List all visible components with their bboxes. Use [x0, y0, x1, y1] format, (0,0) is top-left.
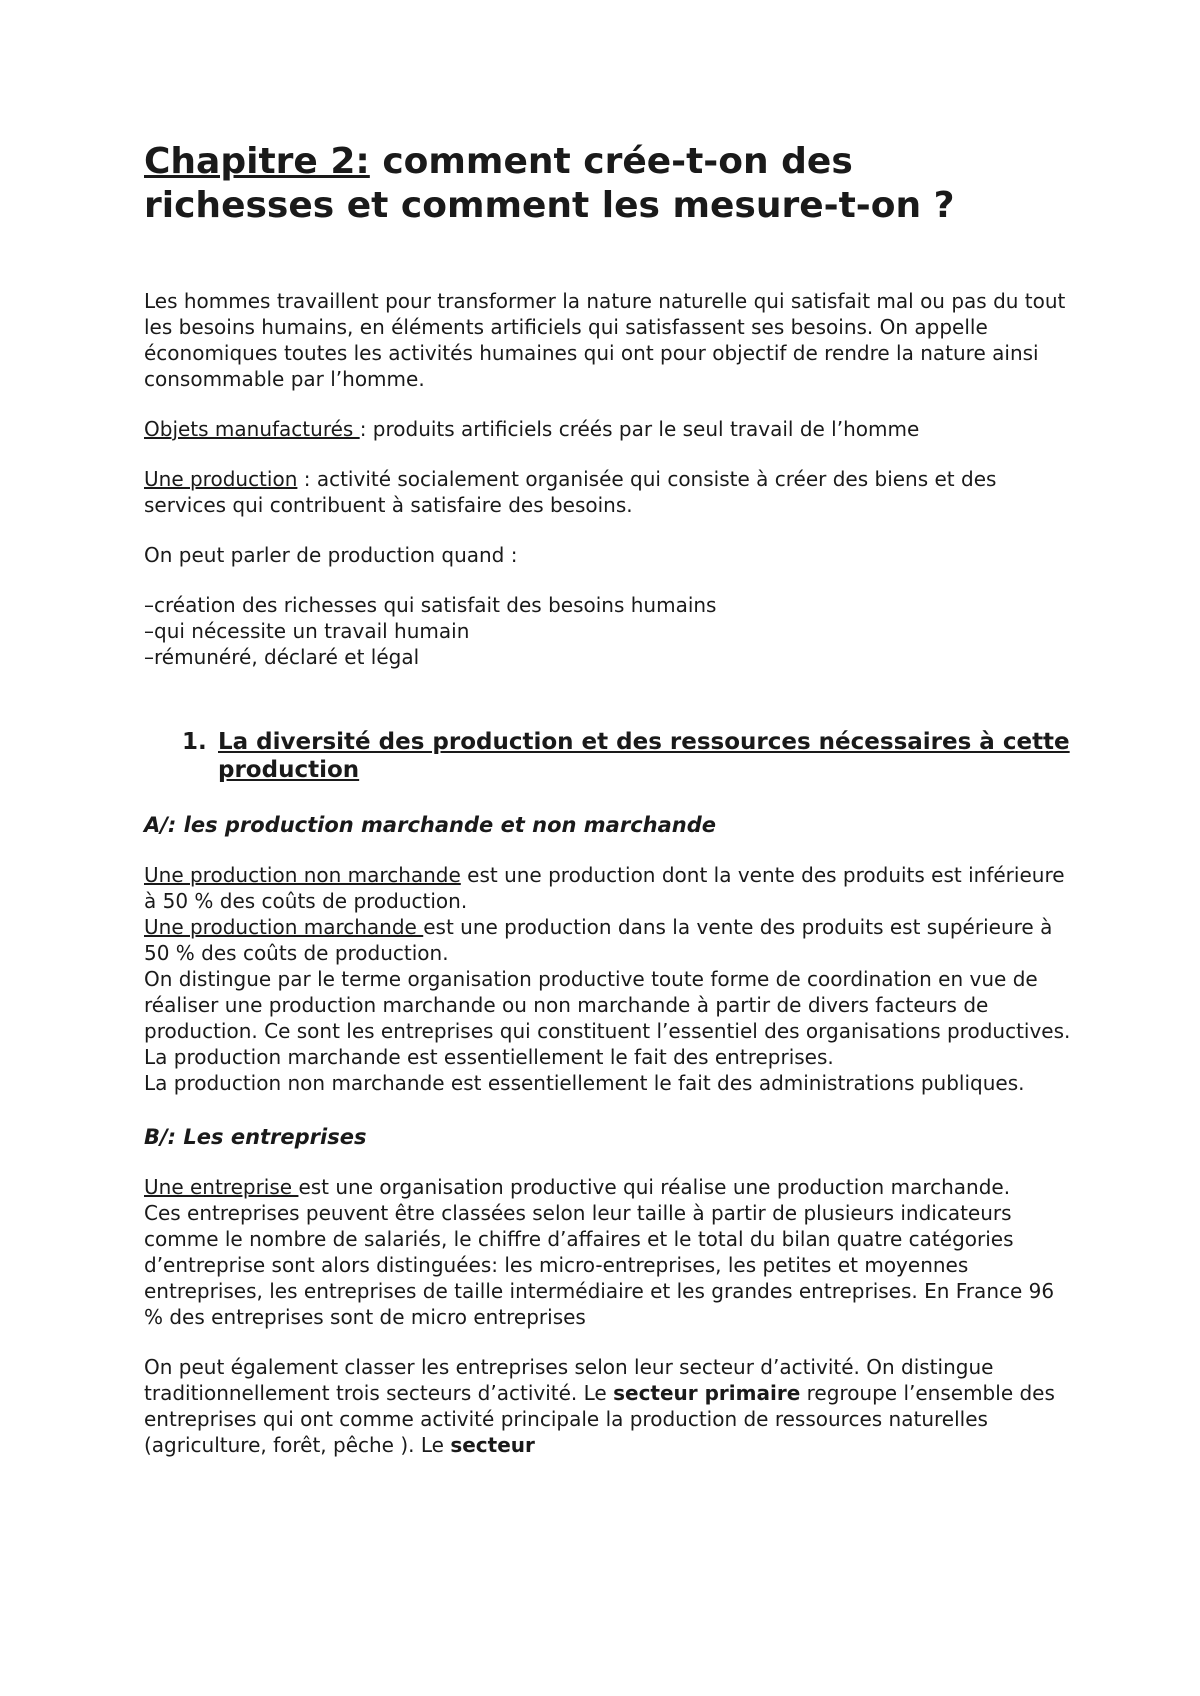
classement-taille-paragraph: Ces entreprises peuvent être classées selon leur taille à partir de plusieurs indicateurs comme le nombre de salariés, le chiffre d’affaires et le total du bilan quatre catégories d’entreprise sont alors distinguées: les micro-entreprises, les petites et moyennes entreprises, les entreprises de taille intermédiaire et les grandes entreprises. En France 96 % des entreprises sont de micro entreprises: [144, 1201, 1055, 1329]
definition-marchande: [144, 914, 1074, 966]
definition-text: est une production dont la vente des produits est inférieure à 50 % des coûts de production.: [144, 863, 1065, 913]
section-1-heading: [182, 728, 1074, 784]
definition-text: est une organisation productive qui réalise une production marchande.: [298, 1175, 1011, 1199]
secteur-text-a: On peut également classer les entreprises selon leur secteur d’activité. On distingue traditionnellement trois secteurs d’activité. Le: [144, 1355, 994, 1405]
definition-non-marchande: [144, 862, 1074, 914]
definition-term: Objets manufacturés: [144, 417, 360, 441]
definition-entreprise: [144, 1174, 1074, 1200]
section-title: La diversité des production et des ressources nécessaires à cette production: [218, 729, 1070, 783]
title-line2: richesses et comment les mesure-t-on ?: [144, 185, 955, 226]
intro-paragraph: Les hommes travaillent pour transformer la nature naturelle qui satisfait mal ou pas du tout les besoins humains, en éléments artificiels qui satisfassent ses besoins. On appelle économiques toutes les activités humaines qui ont pour objectif de rendre la nature ainsi consommable par l’homme.: [144, 289, 1066, 391]
organisation-paragraph: On distingue par le terme organisation productive toute forme de coordination en vue de réaliser une production marchande ou non marchande à partir de divers facteurs de production. Ce sont les entreprises qui constituent l’essentiel des organisations productives.: [144, 967, 1071, 1043]
document-content: [144, 140, 1074, 1458]
section-a-body: [144, 862, 1074, 1096]
definition-term: Une production: [144, 467, 298, 491]
criteria-intro: On peut parler de production quand :: [144, 543, 518, 567]
definition-objets-manufactures: [144, 416, 1074, 442]
marchande-fait-paragraph: La production marchande est essentiellement le fait des entreprises.: [144, 1045, 834, 1069]
criteria-list: [144, 592, 1074, 670]
criteria-item: –rémunéré, déclaré et légal: [144, 645, 420, 669]
definition-text: : produits artificiels créés par le seul travail de l’homme: [359, 417, 920, 441]
non-marchande-fait-paragraph: La production non marchande est essentiellement le fait des administrations publiques.: [144, 1071, 1025, 1095]
secteur-text-b: regroupe l’ensemble des entreprises qui ont comme activité principale la production de ressources naturelles (agriculture, forêt, pêche ). Le: [144, 1381, 1055, 1457]
definition-production: [144, 466, 1074, 518]
section-b-body: [144, 1174, 1074, 1330]
page-title: [144, 140, 1074, 228]
definition-term: Une production marchande: [144, 915, 424, 939]
secteur-next-term: secteur: [450, 1433, 535, 1457]
title-line1: comment crée-t-on des: [369, 141, 853, 182]
definition-text: est une production dans la vente des produits est supérieure à 50 % des coûts de production.: [144, 915, 1053, 965]
title-chapter-label: Chapitre 2:: [144, 141, 370, 182]
section-a-heading: A/: les production marchande et non marchande: [144, 813, 717, 837]
section-b-heading: B/: Les entreprises: [144, 1125, 367, 1149]
definition-text: : activité socialement organisée qui consiste à créer des biens et des services qui contribuent à satisfaire des besoins.: [144, 467, 997, 517]
definition-term: Une production non marchande: [144, 863, 461, 887]
definition-term: Une entreprise: [144, 1175, 299, 1199]
criteria-item: –création des richesses qui satisfait des besoins humains: [144, 593, 717, 617]
criteria-item: –qui nécessite un travail humain: [144, 619, 470, 643]
secteur-paragraph: [144, 1354, 1074, 1458]
section-number: 1.: [182, 729, 207, 755]
secteur-primaire-term: secteur primaire: [613, 1381, 801, 1405]
